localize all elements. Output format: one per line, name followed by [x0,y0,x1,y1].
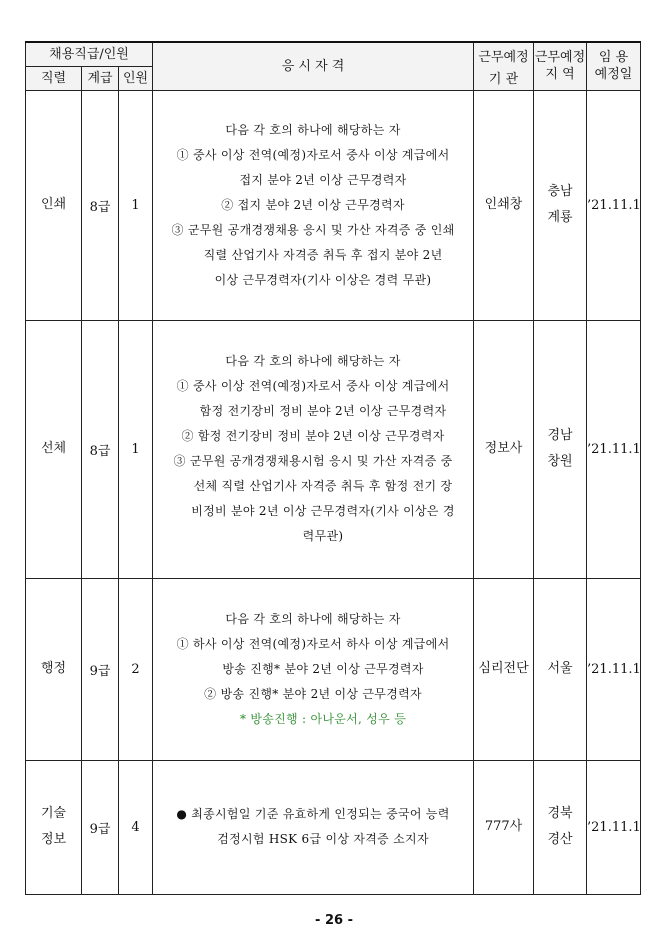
qualification-line: ① 하사 이상 전역(예정)자로서 하사 이상 계급에서 [176,636,450,651]
region-cell: 서울 [534,578,587,760]
qualification-line: 접지 분야 2년 이상 근무경력자 [239,172,407,187]
header-grade: 계급 [82,66,119,90]
count-cell: 2 [119,578,153,760]
grade-cell: 8급 [82,320,119,578]
job-type-cell: 선체 [26,320,82,578]
qualification-line: 검정시험 HSK 6급 이상 자격증 소지자 [217,832,429,846]
agency-cell: 인쇄창 [474,90,534,320]
page-number: - 26 - [315,913,353,928]
count-cell: 1 [119,90,153,320]
date-cell: ’21.11.1 [587,90,641,320]
grade-cell: 9급 [82,760,119,894]
table-body [26,90,641,894]
agency-cell: 심리전단 [474,578,534,760]
qualification-line: ① 중사 이상 전역(예정)자로서 중사 이상 계급에서 [176,147,450,162]
agency-cell: 777사 [474,760,534,894]
header-count: 인원 [119,66,153,90]
recruitment-table [25,41,641,895]
qualification-line: 선체 직렬 산업기사 자격증 취득 후 함정 전기 장 [193,479,453,493]
job-type-cell: 기술 정보 [26,760,82,894]
qualification-line: ② 함정 전기장비 정비 분야 2년 이상 근무경력자 [181,429,445,443]
agency-cell: 정보사 [474,320,534,578]
qualification-cell [153,320,474,578]
qualification-line: 다음 각 호의 하나에 해당하는 자 [225,354,401,368]
qualification-line: ③ 군무원 공개경쟁채용시험 응시 및 가산 자격증 중 [173,454,453,468]
job-type-cell: 인쇄 [26,90,82,320]
job-type-cell: 행정 [26,578,82,760]
qualification-line: 함정 전기장비 정비 분야 2년 이상 근무경력자 [199,404,447,418]
grade-cell: 8급 [82,90,119,320]
table-row [26,90,641,320]
qualification-line: 이상 근무경력자(기사 이상은 경력 무관) [214,272,432,287]
qualification-line: ② 접지 분야 2년 이상 근무경력자 [221,197,405,212]
grade-cell: 9급 [82,578,119,760]
region-cell: 경북 경산 [534,760,587,894]
count-cell: 4 [119,760,153,894]
count-cell: 1 [119,320,153,578]
date-cell: ’21.11.1 [587,578,641,760]
qualification-cell [153,90,474,320]
qualification-line: 직렬 산업기사 자격증 취득 후 접지 분야 2년 [203,247,443,262]
qualification-line: ② 방송 진행* 분야 2년 이상 근무경력자 [204,686,422,701]
header-group-label: 채용직급/인원 [26,42,153,66]
table-row [26,320,641,578]
qualification-line: 다음 각 호의 하나에 해당하는 자 [225,611,401,626]
table-row [26,760,641,894]
qualification-cell [153,760,474,894]
date-cell: ’21.11.1 [587,760,641,894]
qualification-line: ● 최종시험일 기준 유효하게 인정되는 중국어 능력 [176,807,450,821]
table-row [26,578,641,760]
header-agency: 근무예정 기 관 [474,42,534,90]
qualification-line: 방송 진행* 분야 2년 이상 근무경력자 [222,661,424,676]
date-cell: ’21.11.1 [587,320,641,578]
header-date: 임 용 예정일 [587,42,641,90]
header-region: 근무예정 지 역 [534,42,587,90]
qualification-line: ① 중사 이상 전역(예정)자로서 중사 이상 계급에서 [176,379,450,393]
region-cell: 충남 계룡 [534,90,587,320]
qualification-cell [153,578,474,760]
header-jobtype: 직렬 [26,66,82,90]
qualification-line: 력무관) [302,529,344,543]
region-cell: 경남 창원 [534,320,587,578]
qualification-line: 다음 각 호의 하나에 해당하는 자 [225,122,401,137]
qualification-line: 비정비 분야 2년 이상 근무경력자(기사 이상은 경 [191,504,455,518]
qualification-note: * 방송진행 : 아나운서, 성우 등 [239,711,407,726]
qualification-line: ③ 군무원 공개경쟁채용 응시 및 가산 자격증 중 인쇄 [171,222,455,237]
header-qualification: 응 시 자 격 [153,42,474,90]
